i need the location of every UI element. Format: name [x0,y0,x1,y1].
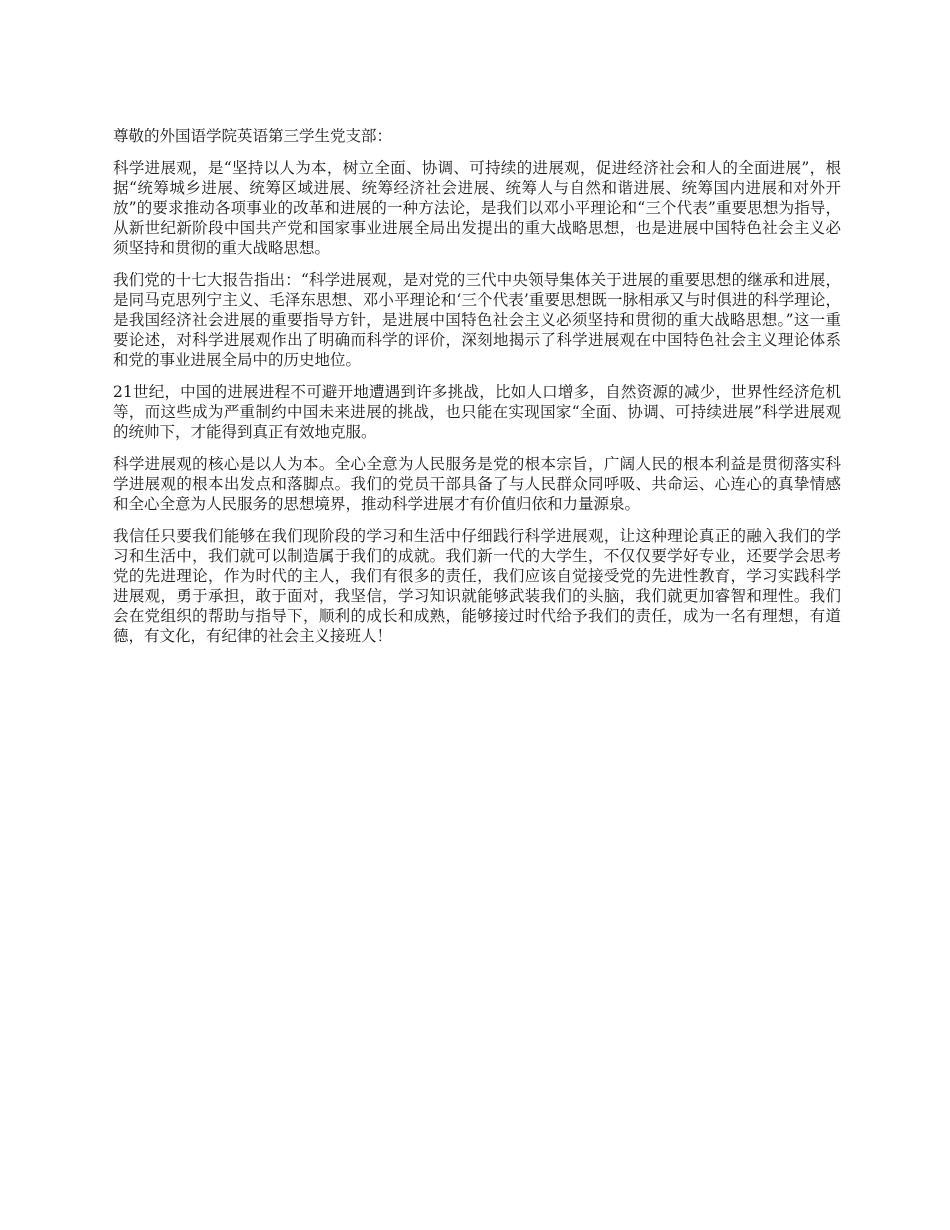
paragraph-2: 我们党的十七大报告指出：“科学进展观，是对党的三代中央领导集体关于进展的重要思想的继承和进展，是同马克思列宁主义、毛泽东思想、邓小平理论和‘三个代表’重要思想既一脉相承又与时俱进的科学理论，是我国经济社会进展的重要指导方针，是进展中国特色社会主义必须坚持和贯彻的重大战略思想。”这一重要论述，对科学进展观作出了明确而科学的评价，深刻地揭示了科学进展观在中国特色社会主义理论体系和党的事业进展全局中的历史地位。 [113,271,841,369]
paragraph-3: 21世纪，中国的进展进程不可避开地遭遇到许多挑战，比如人口增多，自然资源的减少，世界性经济危机等，而这些成为严重制约中国未来进展的挑战，也只能在实现国家“全面、协调、可持续进展”科学进展观的统帅下，才能得到真正有效地克服。 [113,383,841,441]
paragraph-4: 科学进展观的核心是以人为本。全心全意为人民服务是党的根本宗旨，广阔人民的根本利益是贯彻落实科学进展观的根本出发点和落脚点。我们的党员干部具备了与人民群众同呼吸、共命运、心连心的真挚情感和全心全意为人民服务的思想境界，推动科学进展才有价值归依和力量源泉。 [113,455,841,513]
paragraph-1: 科学进展观，是“坚持以人为本，树立全面、协调、可持续的进展观，促进经济社会和人的全面进展”，根据“统筹城乡进展、统筹区域进展、统筹经济社会进展、统筹人与自然和谐进展、统筹国内进展和对外开放”的要求推动各项事业的改革和进展的一种方法论，是我们以邓小平理论和“三个代表”重要思想为指导，从新世纪新阶段中国共产党和国家事业进展全局出发提出的重大战略思想，也是进展中国特色社会主义必须坚持和贯彻的重大战略思想。 [113,159,841,257]
salutation: 尊敬的外国语学院英语第三学生党支部： [113,127,393,145]
document-body [113,126,841,658]
paragraph-5: 我信任只要我们能够在我们现阶段的学习和生活中仔细践行科学进展观，让这种理论真正的融入我们的学习和生活中，我们就可以制造属于我们的成就。我们新一代的大学生，不仅仅要学好专业，还要学会思考党的先进理论，作为时代的主人，我们有很多的责任，我们应该自觉接受党的先进性教育，学习实践科学进展观，勇于承担，敢于面对，我坚信，学习知识就能够武装我们的头脑，我们就更加睿智和理性。我们会在党组织的帮助与指导下，顺利的成长和成熟，能够接过时代给予我们的责任，成为一名有理想，有道德，有文化，有纪律的社会主义接班人！ [113,527,841,645]
